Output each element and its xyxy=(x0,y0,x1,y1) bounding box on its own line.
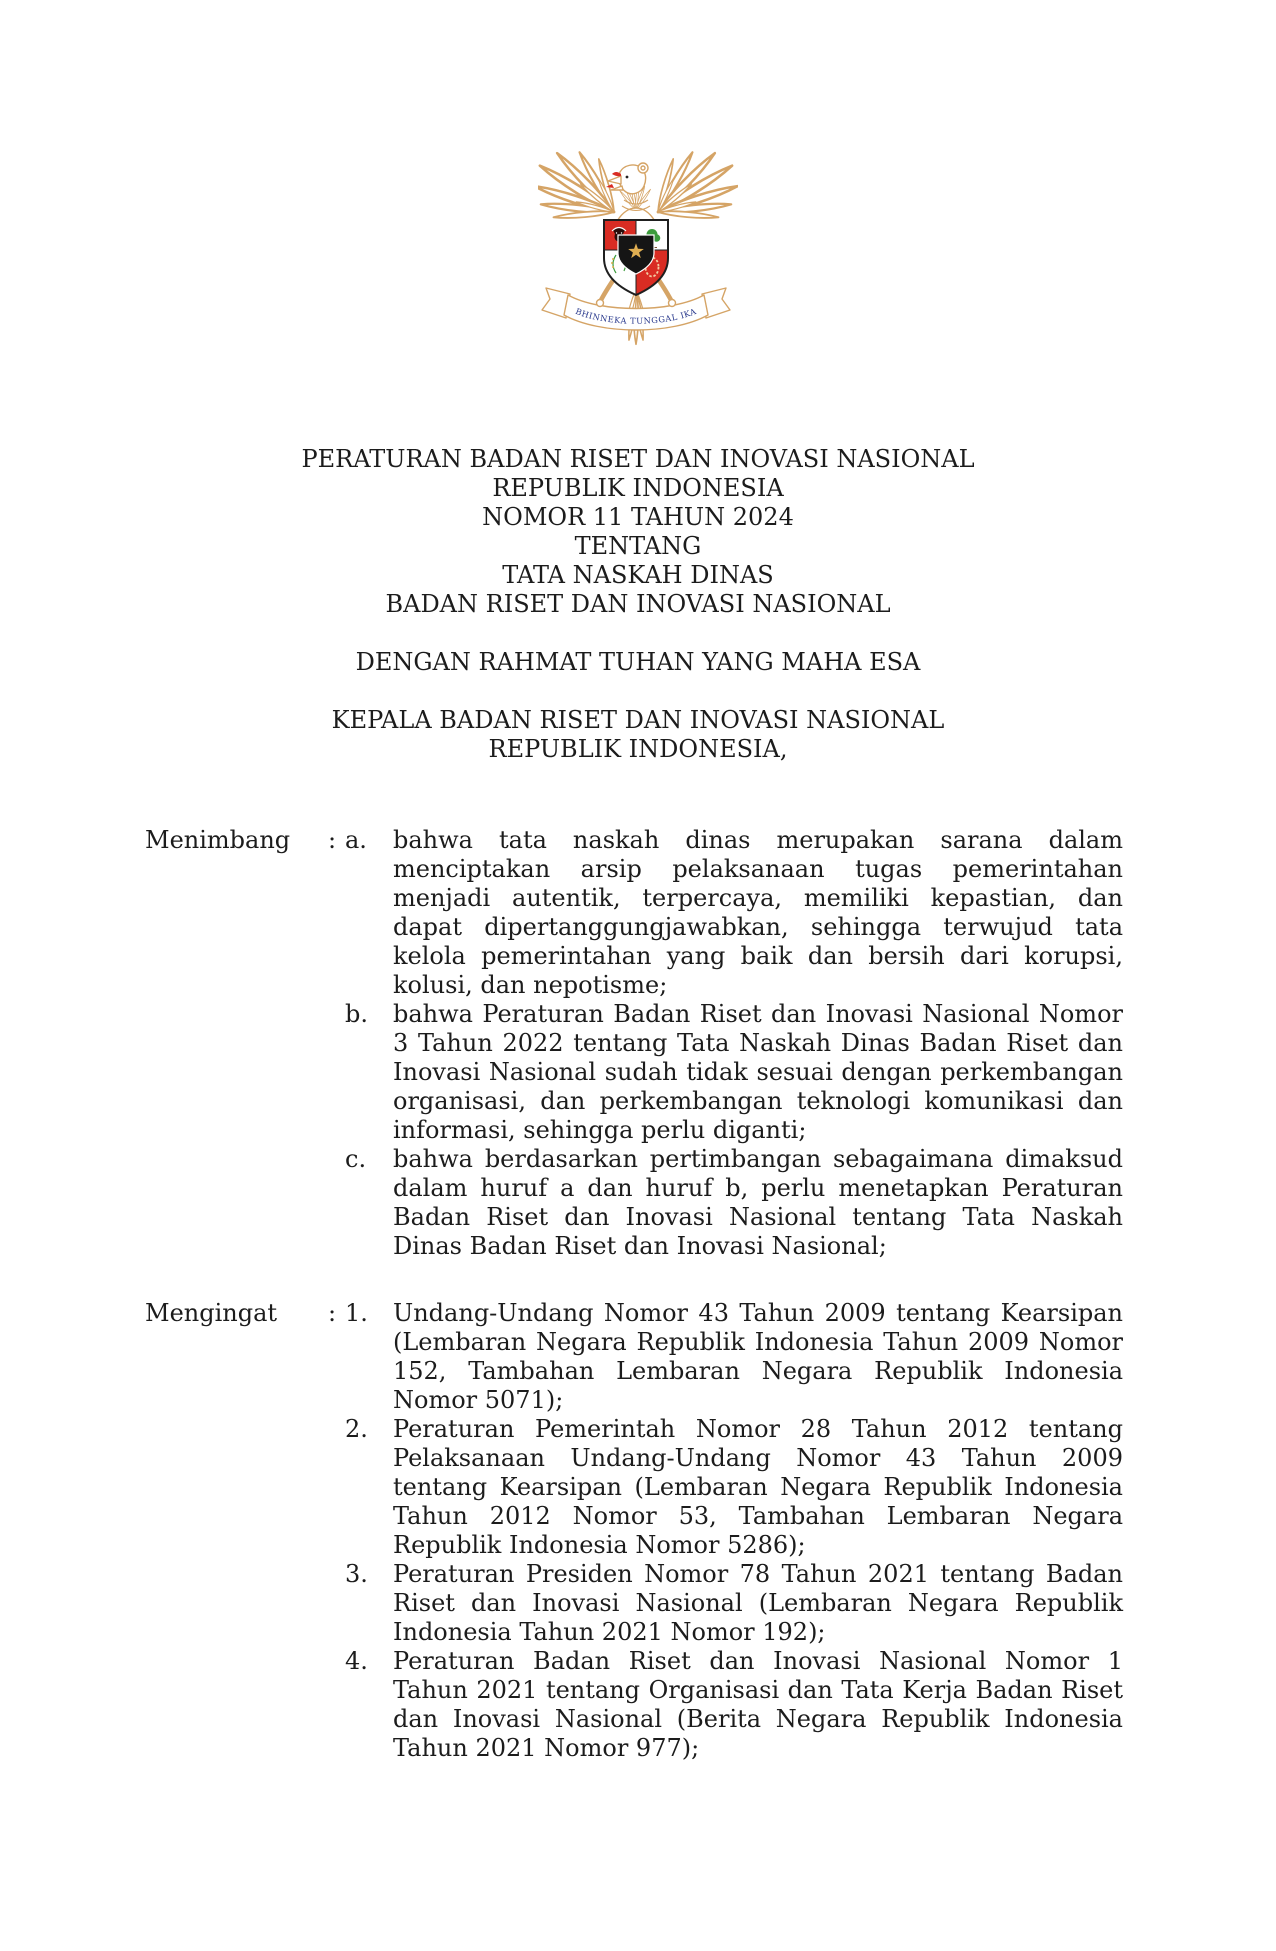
item-marker: c. xyxy=(345,1145,367,1173)
legal-basis-item xyxy=(345,1415,1123,1560)
item-marker: 4. xyxy=(345,1647,368,1675)
title-line: TENTANG xyxy=(574,532,702,560)
invocation-line: DENGAN RAHMAT TUHAN YANG MAHA ESA xyxy=(355,648,921,676)
item-marker: 3. xyxy=(345,1560,368,1588)
section-items xyxy=(345,1299,1123,1763)
item-text: bahwa Peraturan Badan Riset dan Inovasi Nasional Nomor 3 Tahun 2022 tentang Tata Naskah Dinas Badan Riset dan Inovasi Nasional sudah tidak sesuai dengan perkembangan organisasi, dan perkembangan teknologi komunikasi dan informasi, sehingga perlu diganti; xyxy=(393,1000,1123,1144)
item-text: Peraturan Badan Riset dan Inovasi Nasional Nomor 1 Tahun 2021 tentang Organisasi dan Tata Kerja Badan Riset dan Inovasi Nasional (Berita Negara Republik Indonesia Tahun 2021 Nomor 977); xyxy=(393,1647,1123,1762)
garuda-head xyxy=(606,163,648,194)
item-marker: 2. xyxy=(345,1415,368,1443)
title-block xyxy=(0,445,1276,764)
consideration-item xyxy=(345,826,1123,1000)
issuer-line: KEPALA BADAN RISET DAN INOVASI NASIONAL xyxy=(331,706,945,734)
section-items xyxy=(345,826,1123,1261)
issuer-line: REPUBLIK INDONESIA, xyxy=(488,735,788,763)
section-colon: : xyxy=(328,1299,337,1327)
legal-basis-item xyxy=(345,1560,1123,1647)
garuda-pancasila-emblem xyxy=(538,148,738,348)
consideration-item xyxy=(345,1145,1123,1261)
emblem-motto-text: BHINNEKA TUNGGAL IKA xyxy=(574,305,698,326)
item-text: bahwa berdasarkan pertimbangan sebagaimana dimaksud dalam huruf a dan huruf b, perlu menetapkan Peraturan Badan Riset dan Inovasi Nasional tentang Tata Naskah Dinas Badan Riset dan Inovasi Nasional; xyxy=(393,1145,1123,1260)
section-colon: : xyxy=(328,826,337,854)
item-text: bahwa tata naskah dinas merupakan sarana dalam menciptakan arsip pelaksanaan tugas pemerintahan menjadi autentik, terpercaya, memiliki kepastian, dan dapat dipertanggungjawabkan, sehingga terwujud tata kelola pemerintahan yang baik dan bersih dari korupsi, kolusi, dan nepotisme; xyxy=(393,826,1123,999)
item-text: Peraturan Presiden Nomor 78 Tahun 2021 tentang Badan Riset dan Inovasi Nasional (Lembaran Negara Republik Indonesia Tahun 2021 Nomor 192); xyxy=(393,1560,1123,1646)
section-label: Mengingat xyxy=(145,1299,278,1327)
item-marker: 1. xyxy=(345,1299,368,1327)
title-line: NOMOR 11 TAHUN 2024 xyxy=(482,503,794,531)
document-body xyxy=(0,826,1276,1763)
item-text: Undang-Undang Nomor 43 Tahun 2009 tentang Kearsipan (Lembaran Negara Republik Indonesia Tahun 2009 Nomor 152, Tambahan Lembaran Negara Republik Indonesia Nomor 5071); xyxy=(393,1299,1123,1414)
pancasila-shield xyxy=(604,220,668,295)
section-menimbang xyxy=(145,826,1123,1261)
section-mengingat xyxy=(145,1299,1123,1763)
title-line: REPUBLIK INDONESIA xyxy=(492,474,784,502)
title-line: TATA NASKAH DINAS xyxy=(502,561,774,589)
item-text: Peraturan Pemerintah Nomor 28 Tahun 2012 tentang Pelaksanaan Undang-Undang Nomor 43 Tahun 2009 tentang Kearsipan (Lembaran Negara Republik Indonesia Tahun 2012 Nomor 53, Tambahan Lembaran Negara Republik Indonesia Nomor 5286); xyxy=(393,1415,1123,1559)
consideration-item xyxy=(345,1000,1123,1145)
legal-basis-item xyxy=(345,1647,1123,1763)
item-marker: a. xyxy=(345,826,367,854)
title-line: PERATURAN BADAN RISET DAN INOVASI NASIONAL xyxy=(301,445,975,473)
legal-basis-item xyxy=(345,1299,1123,1415)
item-marker: b. xyxy=(345,1000,368,1028)
garuda-emblem-icon xyxy=(538,148,738,348)
title-line: BADAN RISET DAN INOVASI NASIONAL xyxy=(385,590,891,618)
section-label: Menimbang xyxy=(145,826,291,854)
